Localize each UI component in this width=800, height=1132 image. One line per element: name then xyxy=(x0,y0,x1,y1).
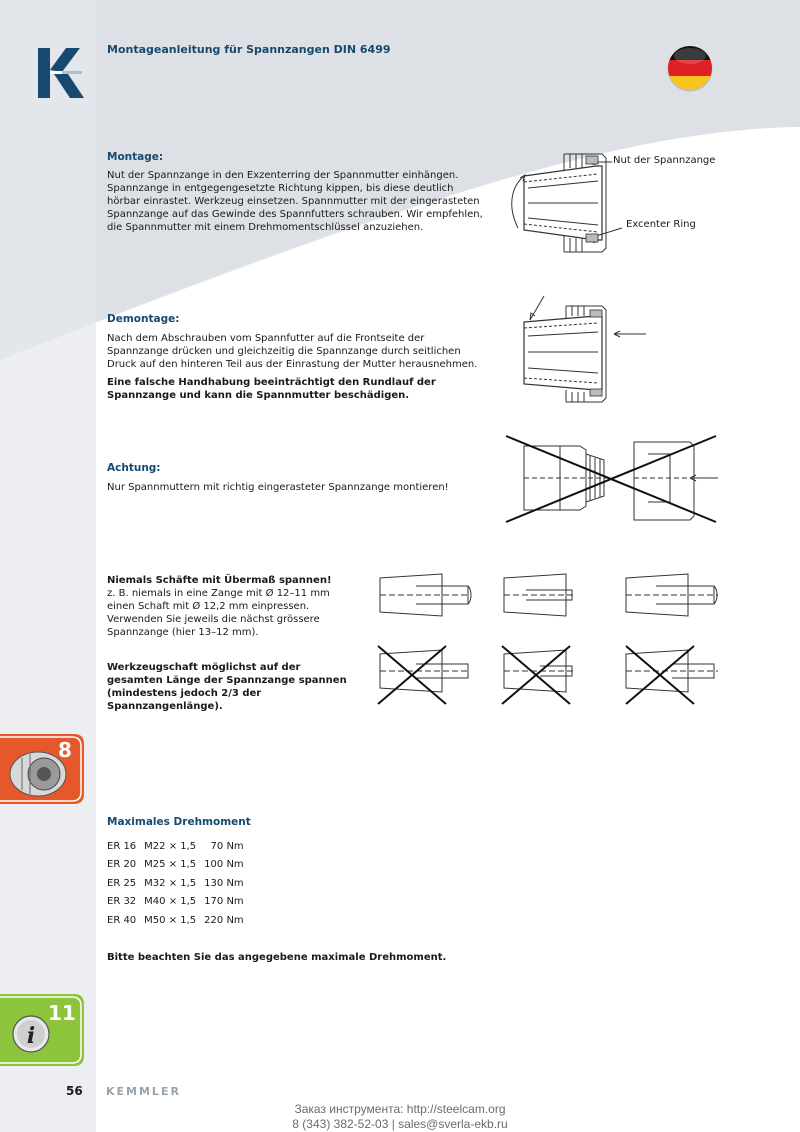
torque-table xyxy=(107,837,244,930)
torque-value: 100 Nm xyxy=(204,859,244,871)
thread-size: M50 × 1,5 xyxy=(144,914,197,926)
table-row xyxy=(107,874,244,893)
page-title: Montageanleitung für Spannzangen DIN 6499 xyxy=(107,43,391,56)
brand-name: KEMMLER xyxy=(106,1085,181,1098)
montage-heading: Montage: xyxy=(107,151,164,163)
demontage-heading: Demontage: xyxy=(107,313,180,325)
collet-type: ER 40 xyxy=(107,914,137,926)
table-row xyxy=(107,911,244,930)
thread-size: M40 × 1,5 xyxy=(144,896,197,908)
label-excenter-ring: Excenter Ring xyxy=(626,219,696,230)
achtung-crossed-diagram xyxy=(500,430,724,526)
collet-type: ER 20 xyxy=(107,859,137,871)
kemmler-k-logo xyxy=(38,46,86,102)
thread-size: M22 × 1,5 xyxy=(144,840,197,852)
table-row xyxy=(107,856,244,875)
demontage-diagram xyxy=(520,294,660,406)
collet-type: ER 16 xyxy=(107,840,137,852)
achtung-text: Nur Spannmuttern mit richtig eingerasteter Spannzange montieren! xyxy=(107,482,449,493)
info-icon xyxy=(13,1016,49,1052)
niemals-text: z. B. niemals in eine Zange mit Ø 12–11 mm einen Schaft mit Ø 12,2 mm einpressen. Verwenden Sie jeweils die nächst grössere Spannzange (hier 13–12 mm). xyxy=(107,588,330,638)
niemals-heading: Niemals Schäfte mit Übermaß spannen! xyxy=(107,575,332,586)
torque-value: 70 Nm xyxy=(210,840,244,852)
german-flag-icon xyxy=(666,44,714,92)
montage-text: Nut der Spannzange in den Exzenterring der Spannmutter einhängen. Spannzange in entgegengesetzte Richtung kippen, bis diese deutlich hörbar einrastet. Werkzeug einsetzen. Spannmutter mit der eingerasteten Spannzange auf das Gewinde des Spannfutters schrauben. Wir empfehlen, die Spannmutter mit einem Drehmomentschlüssel anzuziehen. xyxy=(107,170,483,233)
oversize-shank-diagrams xyxy=(376,568,722,708)
order-contact-line: Заказ инструмента: http://steelcam.org xyxy=(294,1102,506,1116)
collet-type: ER 25 xyxy=(107,877,137,889)
svg-text:i: i xyxy=(26,1023,36,1049)
demontage-warning: Eine falsche Handhabung beeinträchtigt den Rundlauf der Spannzange und kann die Spannmutter beschädigen. xyxy=(107,377,436,401)
torque-value: 220 Nm xyxy=(204,914,244,926)
achtung-heading: Achtung: xyxy=(107,462,161,474)
table-row xyxy=(107,837,244,856)
chapter-8-number: 8 xyxy=(58,738,72,762)
collet-type: ER 32 xyxy=(107,896,137,908)
thread-size: M25 × 1,5 xyxy=(144,859,197,871)
page-number: 56 xyxy=(66,1084,83,1098)
label-nut-der-spannzange: Nut der Spannzange xyxy=(613,155,716,166)
torque-heading: Maximales Drehmoment xyxy=(107,816,251,828)
torque-value: 170 Nm xyxy=(204,896,244,908)
thread-size: M32 × 1,5 xyxy=(144,877,197,889)
torque-note: Bitte beachten Sie das angegebene maximale Drehmoment. xyxy=(107,952,447,963)
table-row xyxy=(107,893,244,912)
torque-value: 130 Nm xyxy=(204,877,244,889)
phone-email-line: 8 (343) 382-52-03 | sales@sverla-ekb.ru xyxy=(292,1117,508,1131)
werkzeug-text: Werkzeugschaft möglichst auf der gesamten Länge der Spannzange spannen (mindestens jedoch 2/3 der Spannzangenlänge). xyxy=(107,662,347,712)
chapter-11-number: 11 xyxy=(48,1001,76,1025)
demontage-text: Nach dem Abschrauben vom Spannfutter auf die Frontseite der Spannzange drücken und gleichzeitig die Spannzange durch seitlichen Druck auf den hinteren Teil aus der Einrastung der Mutter herausnehmen. xyxy=(107,333,478,370)
